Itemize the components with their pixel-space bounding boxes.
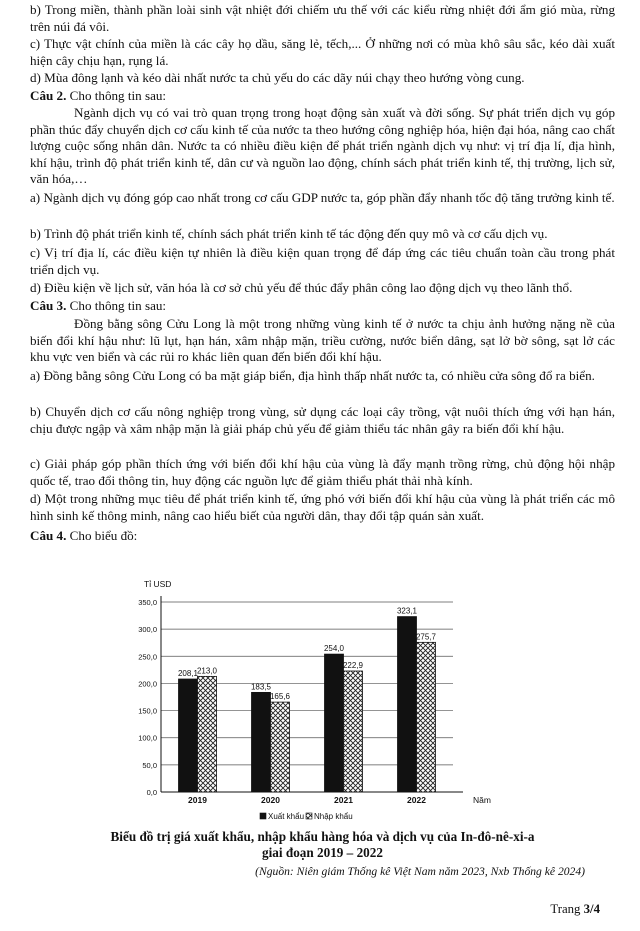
bar-xuat-khau — [179, 679, 198, 792]
data-label: 208,1 — [177, 669, 199, 679]
q2-option-b: b) Trình độ phát triển kinh tế, chính sách phát triển kinh tế tác động đến quy mô và cơ cấu dịch vụ. — [30, 226, 548, 241]
q2-label: Câu 2. — [30, 88, 67, 103]
page-number-prefix: Trang — [550, 902, 584, 916]
q4-heading — [30, 528, 615, 545]
y-tick-label: 150,0 — [138, 706, 157, 716]
bar-nhap-khau — [417, 642, 436, 792]
legend-label-nhap-khau: Nhập khẩu — [314, 812, 353, 821]
q3-option-c: c) Giải pháp góp phần thích ứng với biến đổi khí hậu của vùng là đẩy mạnh trồng rừng, chủ động hội nhập quốc tế, trao đổi thông tin, huy động các nguồn lực để giảm thiểu phát thải nhà kính. — [30, 456, 615, 488]
q2-option-c: c) Vị trí địa lí, các điều kiện tự nhiên là điều kiện quan trọng để đáp ứng các tiêu chuẩn toàn cầu trong phát triển dịch vụ. — [30, 245, 615, 277]
data-label: 254,0 — [323, 644, 345, 654]
y-axis-label: Tỉ USD — [144, 579, 172, 589]
y-tick-label: 50,0 — [142, 760, 157, 770]
bar-xuat-khau — [325, 654, 344, 792]
q1-option-c: c) Thực vật chính của miền là các cây họ dầu, săng lẻ, tếch,... Ở những nơi có mùa khô sâu sắc, kéo dài xuất hiện cây chịu hạn, rụng lá. — [30, 36, 615, 68]
y-tick-label: 300,0 — [138, 625, 157, 635]
bar-xuat-khau — [252, 692, 271, 792]
q1-option-d: d) Mùa đông lạnh và kéo dài nhất nước ta chủ yếu do các dãy núi chạy theo hướng vòng cung. — [30, 70, 525, 85]
q3-option-a: a) Đồng bằng sông Cửu Long có ba mặt giáp biển, địa hình thấp nhất nước ta, có nhiều cửa sông đổ ra biển. — [30, 368, 595, 383]
x-axis-label: Năm — [473, 795, 491, 805]
data-label: 183,5 — [250, 682, 272, 692]
q2-passage: Ngành dịch vụ có vai trò quan trọng trong hoạt động sản xuất và đời sống. Sự phát triển dịch vụ góp phần thúc đẩy chuyển dịch cơ cấu kinh tế của nước ta theo hướng công nghiệp hóa, hiện đại hóa, nâng cao chất lượng cuộc sống nhân dân. Nước ta có nhiều điều kiện để phát triển ngành dịch vụ như: vị trí địa lí, địa hình, khí hậu, trình độ phát triển kinh tế, dân cư và nguồn lao động, chính sách phát triển kinh tế, thị trường, lịch sử, văn hóa,… — [30, 105, 615, 187]
chart-caption-line2: giai đoạn 2019 – 2022 — [262, 845, 383, 860]
y-tick-label: 350,0 — [138, 598, 157, 607]
legend-swatch-nhap-khau — [306, 813, 312, 819]
data-label: 165,6 — [269, 692, 291, 702]
q3-intro: Cho thông tin sau: — [69, 298, 167, 313]
q2-option-a: a) Ngành dịch vụ đóng góp cao nhất trong cơ cấu GDP nước ta, góp phần đẩy nhanh tốc độ tăng trưởng kinh tế. — [30, 190, 615, 205]
bar-nhap-khau — [344, 671, 363, 792]
q2-heading — [30, 88, 615, 105]
q3-passage: Đồng bằng sông Cửu Long là một trong những vùng kinh tế ở nước ta chịu ảnh hưởng nặng nề của biến đổi khí hậu như: lũ lụt, hạn hán, xâm nhập mặn, triều cường, nước biển dâng, sạt lở bờ sông, sạt lở các khu vực ven biển và các rủi ro khác liên quan đến biến đổi khí hậu. — [30, 316, 615, 365]
chart-source: (Nguồn: Niên giám Thống kê Việt Nam năm 2023, Nxb Thống kê 2024) — [255, 865, 585, 878]
export-import-chart — [118, 578, 518, 828]
legend-swatch-xuat-khau — [260, 813, 266, 819]
page-number — [550, 902, 600, 917]
q3-option-b: b) Chuyển dịch cơ cấu nông nghiệp trong vùng, sử dụng các loại cây trồng, vật nuôi thích ứng với hạn hán, chịu được ngập và xâm nhập mặn là giải pháp chủ yếu để giảm thiểu tác nhân gây ra biến đổi khí hậu. — [30, 404, 615, 436]
x-tick-label: 2019 — [188, 795, 207, 805]
data-label: 323,1 — [396, 606, 418, 616]
bar-nhap-khau — [198, 676, 217, 792]
data-label: 275,7 — [415, 632, 437, 642]
q3-label: Câu 3. — [30, 298, 67, 313]
legend-label-xuat-khau: Xuất khẩu — [268, 812, 305, 821]
bar-nhap-khau — [271, 702, 290, 792]
chart-svg — [118, 578, 518, 828]
q4-label: Câu 4. — [30, 528, 67, 543]
q1-option-b: b) Trong miền, thành phần loài sinh vật nhiệt đới chiếm ưu thế với các kiểu rừng nhiệt đới ẩm gió mùa, rừng trên núi đá vôi. — [30, 2, 615, 34]
x-tick-label: 2022 — [407, 795, 426, 805]
q4-intro: Cho biểu đồ: — [69, 528, 138, 543]
x-tick-label: 2020 — [261, 795, 280, 805]
q3-option-d: d) Một trong những mục tiêu để phát triển kinh tế, ứng phó với biến đổi khí hậu của vùng là phát triển các mô hình sinh kế thông minh, nâng cao hiểu biết của người dân, thay đổi tập quán sản xuất. — [30, 491, 615, 523]
page-number-value: 3/4 — [583, 902, 600, 916]
y-tick-label: 100,0 — [138, 733, 157, 743]
bar-xuat-khau — [398, 617, 417, 792]
x-tick-label: 2021 — [334, 795, 353, 805]
chart-caption-line1: Biểu đồ trị giá xuất khẩu, nhập khẩu hàng hóa và dịch vụ của In-đô-nê-xi-a — [110, 829, 535, 844]
y-tick-label: 200,0 — [138, 679, 157, 689]
q2-intro: Cho thông tin sau: — [69, 88, 167, 103]
data-label: 222,9 — [342, 660, 364, 670]
q2-option-d: d) Điều kiện về lịch sử, văn hóa là cơ sở chủ yếu để thúc đẩy phân công lao động dịch vụ theo lãnh thổ. — [30, 280, 573, 295]
y-tick-label: 250,0 — [138, 652, 157, 662]
q3-heading — [30, 298, 615, 315]
data-label: 213,0 — [196, 666, 218, 676]
y-tick-label: 0,0 — [146, 788, 157, 797]
